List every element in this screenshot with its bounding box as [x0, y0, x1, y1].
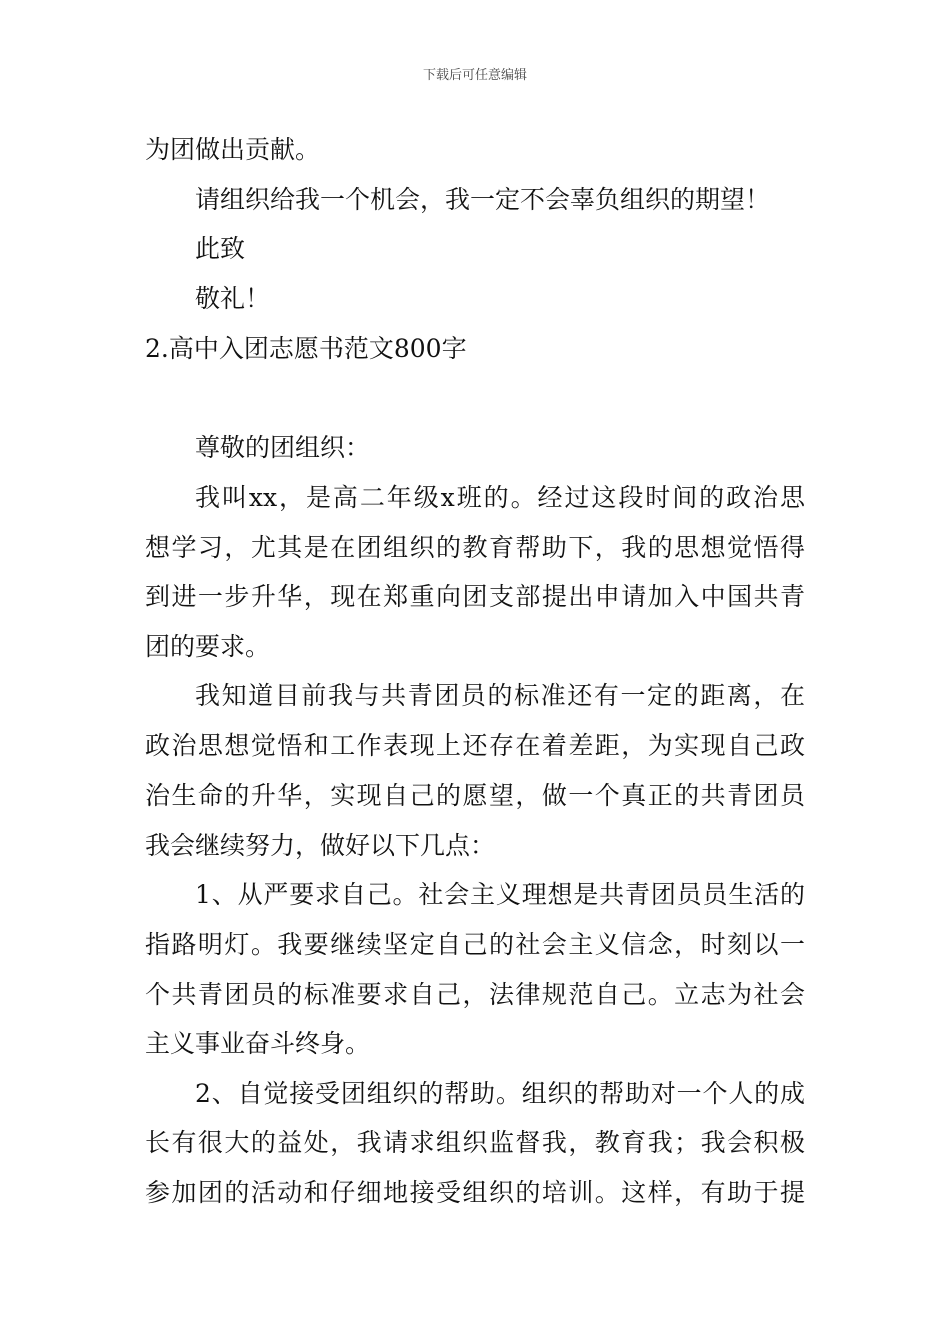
text-line: 我知道目前我与共青团员的标准还有一定的距离，在	[195, 681, 805, 710]
text-line: 政治思想觉悟和工作表现上还存在着差距，为实现自己政	[145, 731, 805, 760]
text-line: 我会继续努力，做好以下几点：	[145, 831, 496, 860]
text-line: 团的要求。	[145, 632, 271, 661]
page-header: 下载后可任意编辑	[422, 68, 527, 83]
text-line: 想学习，尤其是在团组织的教育帮助下，我的思想觉悟得	[145, 533, 805, 562]
text-line: 敬礼！	[195, 284, 271, 313]
text-line: 长有很大的益处，我请求组织监督我，教育我；我会积极	[145, 1128, 805, 1157]
text-line: 请组织给我一个机会，我一定不会辜负组织的期望！	[195, 185, 771, 214]
text-line: 主义事业奋斗终身。	[145, 1029, 371, 1058]
text-line: 治生命的升华，实现自己的愿望，做一个真正的共青团员	[145, 781, 805, 810]
salutation: 尊敬的团组织：	[195, 433, 371, 462]
text-line: 指路明灯。我要继续坚定自己的社会主义信念，时刻以一	[145, 930, 805, 959]
text-line: 2、自觉接受团组织的帮助。组织的帮助对一个人的成	[195, 1079, 805, 1108]
text-line: 个共青团员的标准要求自己，法律规范自己。立志为社会	[145, 980, 805, 1009]
text-line: 我叫xx，是高二年级x班的。经过这段时间的政治思	[195, 483, 805, 512]
text-line: 1、从严要求自己。社会主义理想是共青团员员生活的	[195, 880, 805, 909]
text-line: 到进一步升华，现在郑重向团支部提出申请加入中国共青	[145, 582, 805, 611]
text-line: 参加团的活动和仔细地接受组织的培训。这样，有助于提	[145, 1178, 805, 1207]
text-line: 此致	[195, 234, 246, 263]
text-line: 为团做出贡献。	[145, 135, 321, 164]
section-heading: 2.高中入团志愿书范文800字	[145, 334, 467, 363]
